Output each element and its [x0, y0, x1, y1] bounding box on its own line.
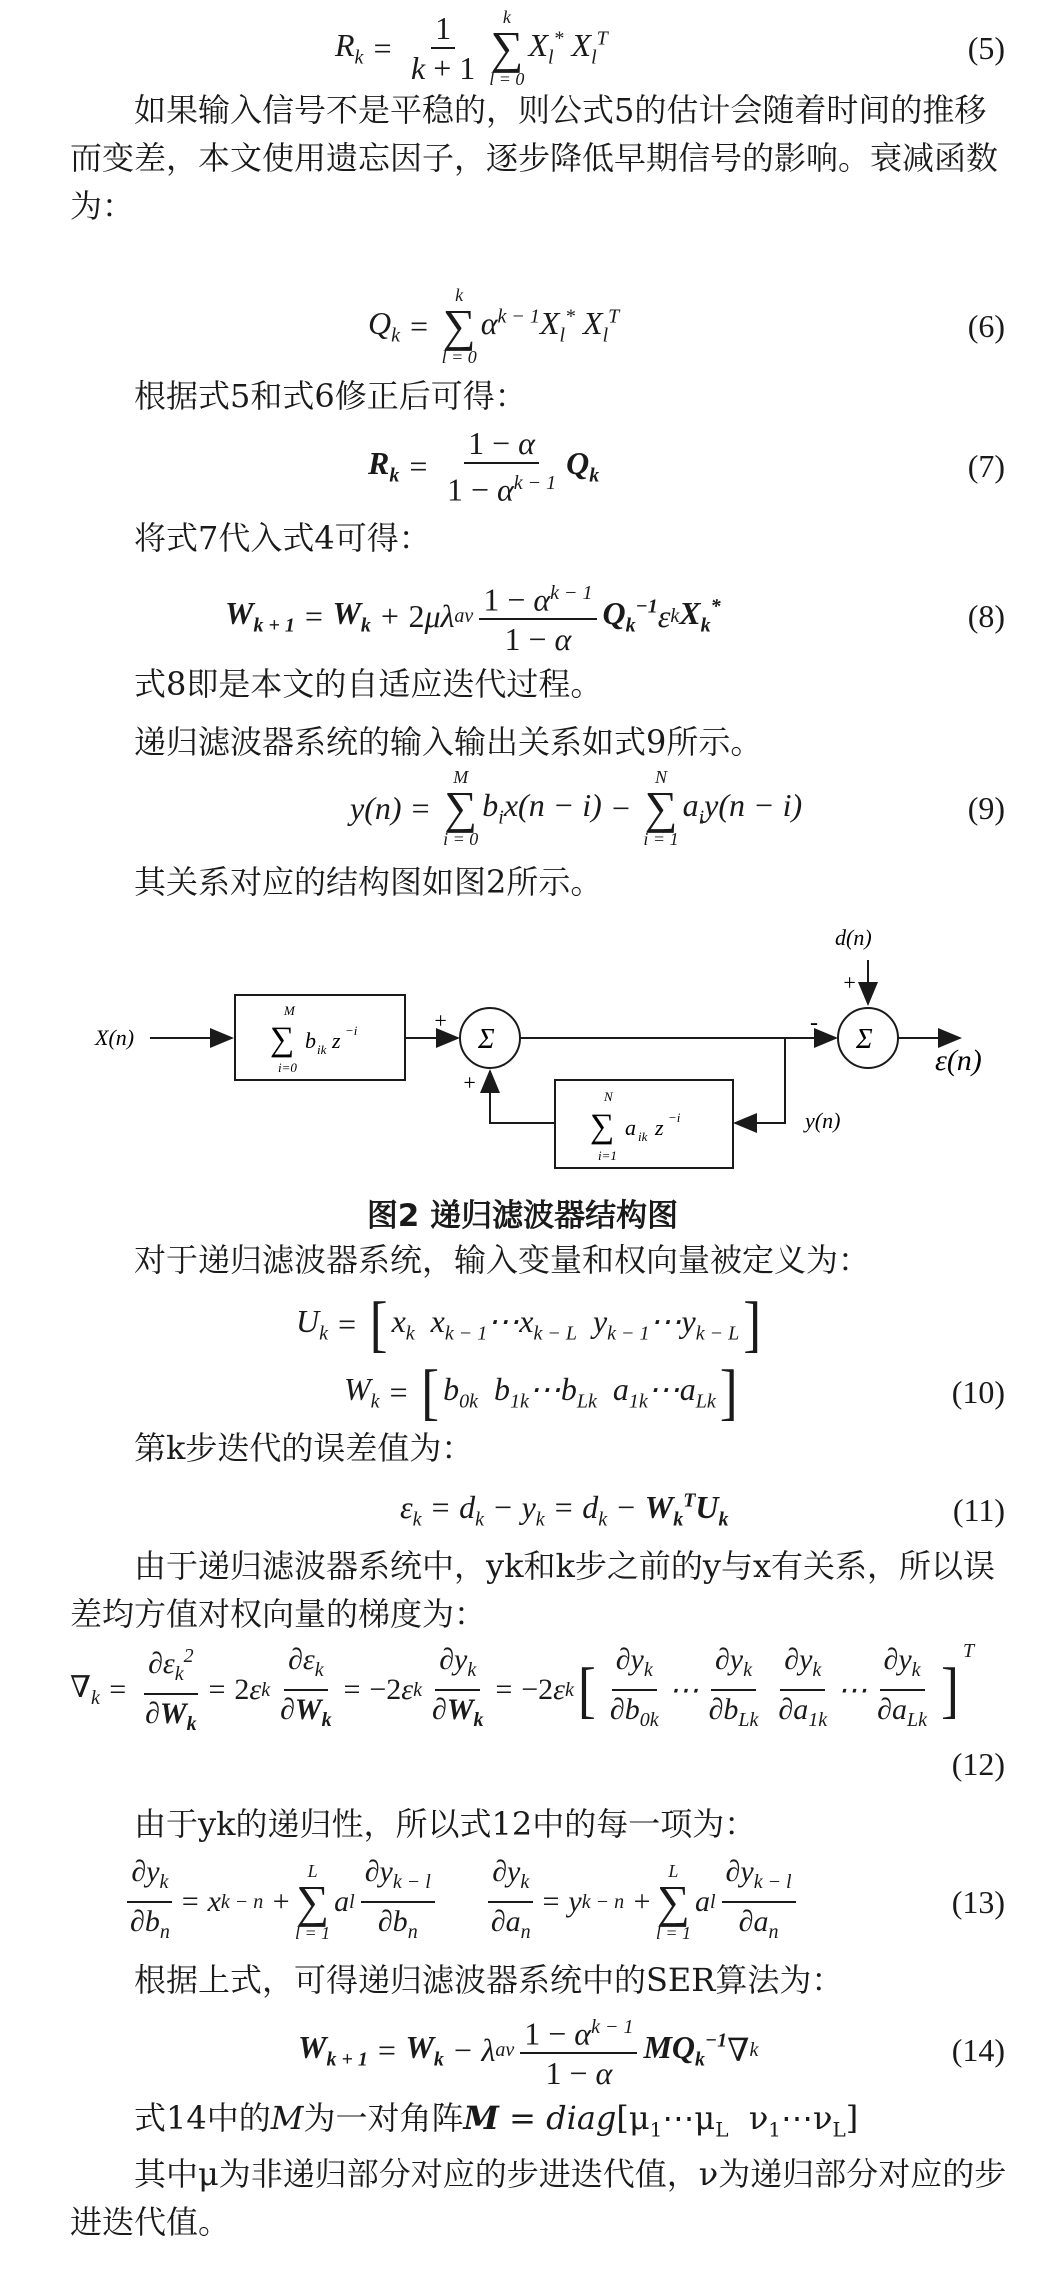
equation-13: $\frac{\partial y_k}{\partial b_n}$ = x k − n + L ∑ l = 1 a l $\frac{\partial y_{k - l}}{\partial b_n}$ $\frac{\partial y_k}{\partial a_n}$ = y k − n + L ∑ l = 1 a l $\frac{\partial y_{k - l}}{\partial a_n}$ (13): [0, 1852, 1045, 1952]
equation-number: (6): [967, 307, 1005, 344]
output-label: ε(n): [935, 1044, 982, 1077]
paragraph: 由于递归滤波器系统中，yk和k步之前的y与x有关系，所以误差均方值对权向量的梯度为：: [70, 1547, 995, 1633]
equation-10-line-1: $U_k$ = [ $x_k$ $x_{k - 1}\cdots x_{k - L}$ $y_{k - 1}\cdots y_{k - L}$ ]: [296, 1289, 762, 1359]
equation-number: (7): [967, 447, 1005, 484]
paragraph: 式8即是本文的自适应迭代过程。: [134, 665, 603, 703]
paragraph: 如果输入信号不是平稳的，则公式5的估计会随着时间的推移而变差，本文使用遗忘因子，逐步降低早期信号的影响。衰减函数为：: [70, 91, 999, 225]
svg-text:ik: ik: [638, 1129, 648, 1144]
svg-text:i=1: i=1: [598, 1148, 617, 1163]
paragraph: 第k步迭代的误差值为：: [134, 1429, 474, 1467]
paragraph: 由于yk的递归性，所以式12中的每一项为：: [134, 1805, 757, 1843]
paragraph: 递归滤波器系统的输入输出关系如式9所示。: [134, 723, 763, 761]
equation-8: $W_{k + 1}$ = $W_k$ + 2 μλ av $\frac{1 - \alpha^{k - 1}}{1 - \alpha}$ $Q_k^{-1}$ ε k $X_k^*$ (8): [0, 576, 1045, 656]
equation-9: y(n) = M ∑ i = 0 $b_ix(n - i)$ − N ∑ i = 1 $a_iy(n - i)$ (9): [350, 767, 1005, 849]
desired-label: d(n): [835, 925, 872, 950]
plus-sign: +: [842, 970, 857, 995]
equation-11: $\varepsilon_k = d_k - y_k = d_k$ − $W_k^TU_k$ (11): [0, 1470, 1045, 1550]
minus-sign: -: [810, 1010, 818, 1036]
svg-text:N: N: [604, 1089, 613, 1104]
sum-symbol: Σ: [478, 1024, 495, 1055]
paragraph: 对于递归滤波器系统，输入变量和权向量被定义为：: [134, 1241, 871, 1279]
svg-text:z: z: [655, 1115, 664, 1140]
feedback-label: y(n): [805, 1108, 841, 1133]
paragraph: 将式7代入式4可得：: [134, 519, 431, 557]
equation-14: $W_{k + 1}$ = $W_k$ − λ av $\frac{1 - \alpha^{k - 1}}{1 - \alpha}$ $MQ_k^{-1}$ ∇ k (14): [0, 2010, 1045, 2090]
equation-number: (9): [967, 789, 1005, 826]
svg-text:∑: ∑: [270, 1021, 295, 1058]
input-label: X(n): [95, 1025, 135, 1050]
paragraph: 根据式5和式6修正后可得：: [134, 377, 527, 415]
paragraph: 根据上式，可得递归滤波器系统中的SER算法为：: [134, 1961, 844, 1999]
svg-text:ik: ik: [317, 1042, 327, 1057]
equation-5: $R_k$ = $\frac{1}{k + 1}$ k ∑ l = 0 $X_l^*$ $X_l^T$ (5): [335, 7, 1005, 89]
plus-sign: +: [433, 1008, 448, 1033]
equation-number: (11): [952, 1491, 1005, 1528]
svg-text:−i: −i: [345, 1023, 358, 1038]
figure-caption: 图2 递归滤波器结构图: [366, 1198, 679, 1234]
svg-text:i=0: i=0: [278, 1060, 297, 1075]
sum-symbol: Σ: [856, 1024, 873, 1055]
recursive-filter-diagram: [0, 920, 1045, 1170]
equation-6: $Q_k$ = k ∑ l = 0 $\alpha^{k - 1}X_l^*$ $X_l^T$ (6): [368, 285, 1005, 367]
paragraph: 其中μ为非递归部分对应的步进迭代值，ν为递归部分对应的步进迭代值。: [70, 2155, 1007, 2241]
equation-10: $W_k$ = [ $b_{0k}$ $b_{1k}\cdots b_{Lk}$ $a_{1k}\cdots a_{Lk}$ ] (10): [0, 1352, 1045, 1432]
svg-text:−i: −i: [668, 1110, 681, 1125]
plus-sign: +: [462, 1070, 477, 1095]
equation-number: (12): [951, 1745, 1005, 1782]
svg-text:M: M: [284, 1003, 295, 1018]
nonrecursive-block: [235, 995, 405, 1080]
equation-7: $R_k$ = $\frac{1 - \alpha}{1 - \alpha^{k - 1}}$ $Q_k$ (7): [368, 424, 1005, 508]
equation-12-number: [0, 1736, 1045, 1792]
paragraph-text: 为一对角阵: [303, 2099, 464, 2137]
equation-number: (10): [951, 1373, 1005, 1410]
equation-number: (8): [967, 597, 1005, 634]
svg-text:z: z: [332, 1028, 341, 1053]
svg-text:b: b: [305, 1028, 316, 1053]
paragraph-text: 式14中的: [134, 2099, 271, 2137]
equation-number: (14): [951, 2031, 1005, 2068]
paragraph: 其关系对应的结构图如图2所示。: [134, 863, 603, 901]
recursive-block: [555, 1080, 733, 1168]
svg-text:∑: ∑: [590, 1108, 615, 1145]
equation-number: (5): [967, 29, 1005, 66]
equation-12: $\nabla_k$ = $\frac{\partial\varepsilon_k^2}{\partial W_k}$ = 2 ε k $\frac{\partial\varepsilon_k}{\partial W_k}$ = −2 ε k $\frac{\partial y_k}{\partial W_k}$ = −2 ε k [ $\frac{\partial y_k}{\partial b_{0k}}$ ⋯ $\frac{\partial y_k}{\partial b_{Lk}}$ $\frac{\partial y_k}{\partial a_{1k}}$ ⋯ $\frac{\partial y_k}{\partial a_{Lk}}$ ] $^T$: [0, 1640, 1045, 1740]
equation-number: (13): [951, 1883, 1005, 1920]
paragraph-diag-matrix: 式14中的M为一对角阵$M = diag[\mu_1\cdots\mu_L$ $\nu_1\cdots\nu_L$]: [134, 2099, 859, 2142]
svg-text:a: a: [625, 1115, 636, 1140]
